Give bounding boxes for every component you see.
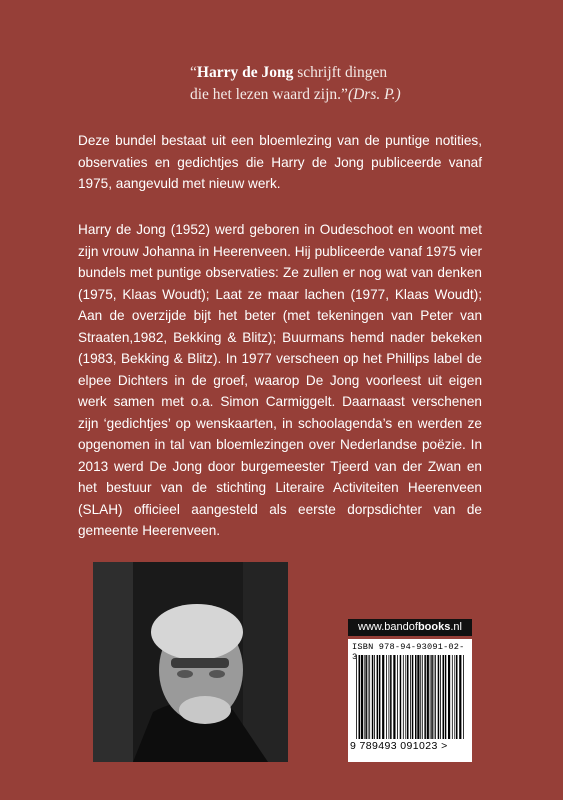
barcode-bar — [463, 655, 464, 739]
barcode-bar — [445, 655, 447, 739]
author-photo — [93, 562, 288, 762]
barcode-bar — [386, 655, 387, 739]
barcode-number: 9 789493 091023 > — [350, 740, 448, 752]
bio-paragraph: Harry de Jong (1952) werd geboren in Oudeschoot en woont met zijn vrouw Johanna in Heerenveen. Hij publiceerde vanaf 1975 vier bundels met puntige observaties: Ze zullen er nog wat van denken (1975, Klaas Woudt); Laat ze maar lachen (1977, Klaas Woudt); Aan de overzijde bijt het beter (met tekeningen van Peter van Straaten,1982, Bekking & Blitz); Buurmans hemd nader bekeken (1983, Bekking & Blitz). In 1977 verscheen op het Phillips label de elpee Dichters in de groef, waarop De Jong voorleest uit eigen werk samen met o.a. Simon Carmiggelt. Daarnaast verschenen zijn ‘gedichtjes’ op wenskaarten, in schoolagenda’s en werden ze opgenomen in tal van bloemlezingen over Nederlandse poëzie. In 2013 werd De Jong door burgemeester Tjeerd van der Zwan en het bestuur van de stichting Literaire Activiteiten Heerenveen (SLAH) officieel aangesteld als eerste dorpsdichter van de gemeente Heerenveen. — [78, 222, 482, 538]
barcode-bar — [379, 655, 381, 739]
website-prefix: www.bandof — [358, 621, 418, 633]
barcode-bar — [454, 655, 455, 739]
barcode-bar — [440, 655, 441, 739]
isbn-label: ISBN 978-94-93091-02-3 — [352, 642, 465, 662]
barcode-bar — [393, 655, 395, 739]
barcode-bar — [400, 655, 402, 739]
barcode-bar — [368, 655, 369, 739]
barcode-bar — [448, 655, 450, 739]
barcode-bar — [377, 655, 379, 739]
barcode-bar — [369, 655, 370, 739]
barcode-bar — [382, 655, 384, 739]
quote-attribution: (Drs. P.) — [347, 86, 401, 103]
barcode-bar — [390, 655, 392, 739]
barcode-bar — [405, 655, 406, 739]
barcode-bar — [361, 655, 363, 739]
barcode-bar — [434, 655, 435, 739]
website-bold: books — [417, 621, 451, 633]
barcode-bar — [365, 655, 367, 739]
barcode-bar — [359, 655, 361, 739]
barcode-bar — [424, 655, 426, 739]
barcode-bar — [374, 655, 375, 739]
barcode-bar — [427, 655, 429, 739]
barcode-bar — [420, 655, 421, 739]
barcode-bar — [407, 655, 409, 739]
publisher-website — [348, 619, 472, 636]
quote-open-mark: “ — [190, 64, 197, 81]
quote-line1: schrijft dingen — [293, 64, 388, 81]
barcode-bar — [403, 655, 404, 739]
barcode-bar — [443, 655, 445, 739]
barcode-bar — [417, 655, 419, 739]
barcode-bar — [452, 655, 453, 739]
website-suffix: .nl — [450, 621, 462, 633]
barcode-bar — [410, 655, 411, 739]
quote — [190, 62, 450, 106]
intro-paragraph: Deze bundel bestaat uit een bloemlezing van de puntige notities, observaties en gedichtjes die Harry de Jong publiceerde vanaf 1975, aangevuld met nieuw werk. — [78, 133, 482, 191]
barcode-bar — [422, 655, 423, 739]
barcode-bar — [438, 655, 440, 739]
barcode-bar — [372, 655, 374, 739]
barcode-bar — [435, 655, 436, 739]
barcode-bar — [431, 655, 433, 739]
barcode-bar — [415, 655, 417, 739]
barcode-bar — [356, 655, 357, 739]
quote-author-name: Harry de Jong — [196, 64, 294, 81]
barcode-bar — [430, 655, 431, 739]
barcode-bar — [397, 655, 398, 739]
quote-line2: die het lezen waard zijn.” — [190, 86, 348, 103]
barcode-bars — [354, 655, 466, 739]
barcode — [348, 639, 472, 762]
barcode-bar — [459, 655, 461, 739]
barcode-bar — [412, 655, 414, 739]
barcode-bar — [456, 655, 458, 739]
barcode-bar — [389, 655, 390, 739]
barcode-bar — [364, 655, 365, 739]
